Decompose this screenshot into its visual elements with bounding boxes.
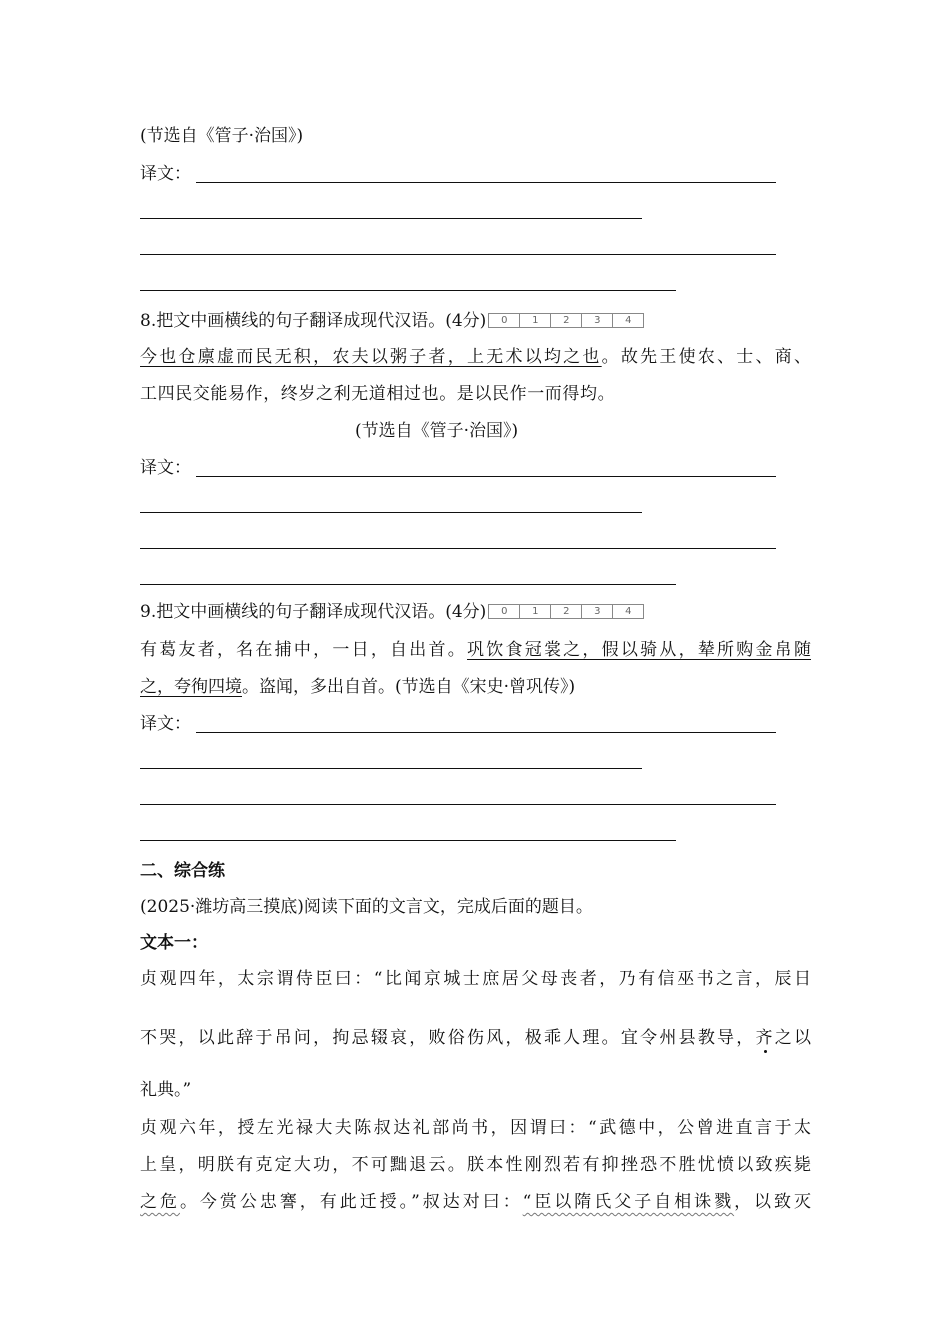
q8-score-0[interactable]: 0 — [489, 314, 520, 327]
q9-passage-line-1 — [140, 638, 811, 662]
text1-p2-line-3-b: ，以致灭 — [734, 1192, 811, 1212]
q8-score-2[interactable]: 2 — [551, 314, 582, 327]
q8-answer-line-4[interactable] — [140, 584, 676, 585]
q8-answer-line-1[interactable] — [196, 476, 776, 477]
section2-intro: (2025·潍坊高三摸底)阅读下面的文言文，完成后面的题目。 — [140, 897, 593, 917]
q7-answer-line-4[interactable] — [140, 290, 676, 291]
q9-underlined-sentence-a: 巩饮食冠裳之，假以骑从，辇所购金帛随 — [467, 640, 811, 660]
q9-prompt: 9.把文中画横线的句子翻译成现代汉语。(4分) — [140, 602, 487, 622]
q7-answer-label: 译文： — [140, 164, 191, 184]
text1-label: 文本一： — [140, 933, 208, 953]
text1-p2-line-1: 贞观六年，授左光禄大夫陈叔达礼部尚书，因谓曰：“武德中，公曾进直言于太 — [140, 1118, 811, 1138]
q8-answer-line-2[interactable] — [140, 512, 642, 513]
text1-p2-line-3 — [140, 1190, 811, 1214]
text1-p1-line-1: 贞观四年，太宗谓侍臣曰：“比闻京城士庶居父母丧者，乃有信巫书之言，辰日 — [140, 969, 811, 989]
q9-score-3[interactable]: 3 — [582, 605, 613, 618]
q9-prompt-line — [140, 600, 644, 624]
q7-answer-line-2[interactable] — [140, 218, 642, 219]
emphasis-dot-char: 齐 — [755, 1028, 775, 1048]
q9-passage-line-2 — [140, 675, 575, 699]
text1-p1-line-2-b: 之以 — [774, 1028, 812, 1048]
text1-p2-line-3-a: 。今赏公忠謇，有此迁授。”叔达对曰： — [179, 1192, 523, 1212]
q7-answer-line-3[interactable] — [140, 254, 776, 255]
text1-p1-line-2-a: 不哭，以此辞于吊问，拘忌辍哀，败俗伤风，极乖人理。宜令州县教导， — [140, 1028, 756, 1048]
text1-wavy-phrase-1: 之危 — [140, 1192, 180, 1212]
q9-score-0[interactable]: 0 — [489, 605, 520, 618]
q8-prompt: 8.把文中画横线的句子翻译成现代汉语。(4分) — [140, 311, 487, 331]
q9-answer-line-4[interactable] — [140, 840, 676, 841]
q8-source: (节选自《管子·治国》) — [355, 421, 519, 441]
q9-answer-label: 译文： — [140, 714, 191, 734]
q8-score-1[interactable]: 1 — [520, 314, 551, 327]
section2-heading: 二、综合练 — [140, 861, 225, 881]
q9-passage-plain: 有葛友者，名在捕中，一日，自出首。 — [140, 640, 467, 660]
q9-score-4[interactable]: 4 — [625, 606, 632, 617]
q8-passage-line-2: 工四民交能易作，终岁之利无道相过也。是以民作一而得均。 — [140, 384, 616, 404]
text1-p1-line-2 — [140, 1026, 811, 1050]
q9-passage-rest: 。盗闻，多出自首。(节选自《宋史·曾巩传》) — [242, 677, 576, 697]
text1-p2-line-2: 上皇，明朕有克定大功，不可黜退云。朕本性刚烈若有抑挫恐不胜忧愤以致疾毙 — [140, 1155, 811, 1175]
q8-passage-line-1 — [140, 345, 811, 369]
text1-wavy-phrase-2: “臣以隋氏父子自相诛戮 — [522, 1192, 735, 1212]
q8-score-4[interactable]: 4 — [625, 315, 632, 326]
q9-answer-line-3[interactable] — [140, 804, 776, 805]
q8-answer-label: 译文： — [140, 458, 191, 478]
q7-source: (节选自《管子·治国》) — [140, 126, 304, 146]
q9-score-2[interactable]: 2 — [551, 605, 582, 618]
q8-underlined-sentence: 今也仓廪虚而民无积，农夫以粥子者，上无术以均之也 — [140, 347, 602, 367]
q9-answer-line-2[interactable] — [140, 768, 642, 769]
q9-score-1[interactable]: 1 — [520, 605, 551, 618]
text1-p1-line-3: 礼典。” — [140, 1080, 192, 1100]
q8-score-3[interactable]: 3 — [582, 314, 613, 327]
q8-passage-rest: 。故先王使农、士、商、 — [601, 347, 812, 367]
q9-answer-line-1[interactable] — [196, 732, 776, 733]
q7-answer-line-1[interactable] — [196, 182, 776, 183]
q9-score-box[interactable] — [488, 604, 644, 619]
q8-score-box[interactable] — [488, 313, 644, 328]
q8-answer-line-3[interactable] — [140, 548, 776, 549]
q8-prompt-line — [140, 309, 644, 333]
q9-underlined-sentence-b: 之，夸徇四境 — [140, 677, 242, 697]
